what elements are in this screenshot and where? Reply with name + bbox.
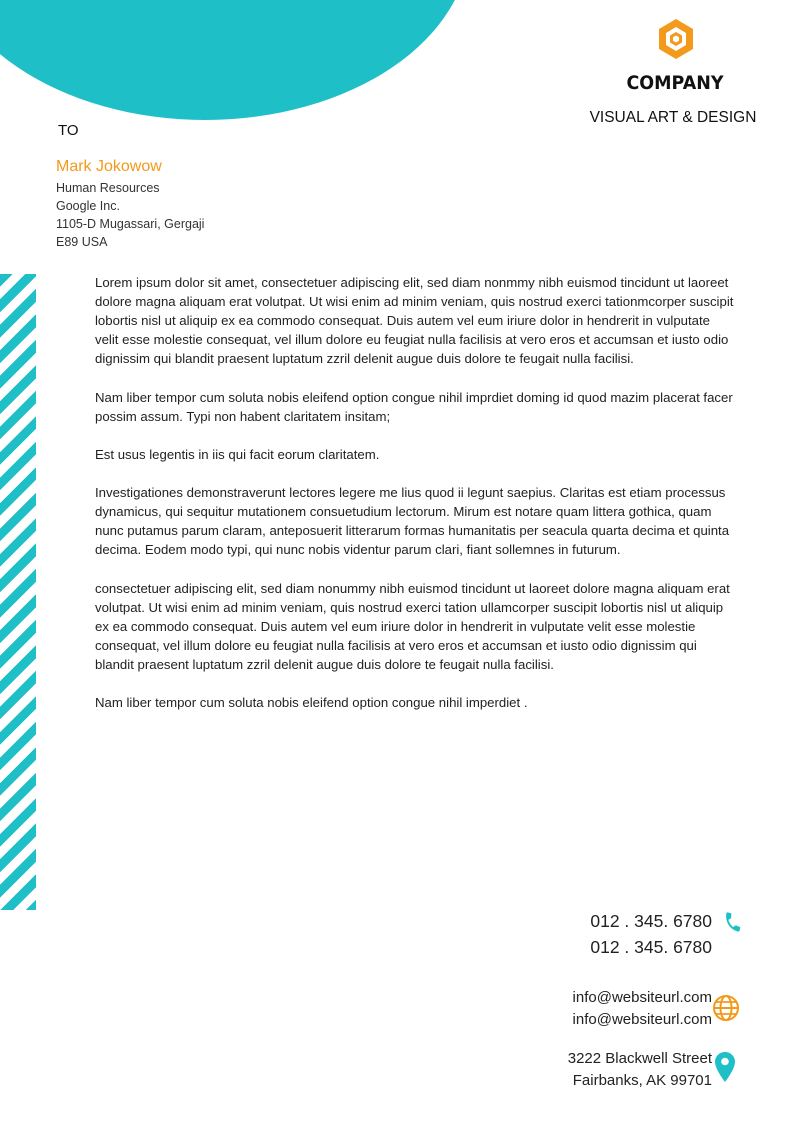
company-name: COMPANY: [626, 72, 724, 94]
hexagon-logo-icon: [656, 17, 696, 61]
globe-icon: [712, 994, 740, 1022]
recipient-line: Google Inc.: [56, 199, 120, 213]
body-paragraph: Nam liber tempor cum soluta nobis eleifend option congue nihil imprdiet doming id quod mazim placerat facer possim assum. Typi non habent claritatem insitam;: [95, 389, 733, 424]
header-decorative-arc: [0, 0, 470, 120]
map-pin-icon: [714, 1051, 736, 1083]
email-address[interactable]: info@websiteurl.com: [572, 1011, 712, 1028]
recipient-line: 1105-D Mugassari, Gergaji: [56, 217, 205, 231]
phone-icon: [722, 909, 744, 935]
company-tagline: VISUAL ART & DESIGN: [589, 109, 757, 126]
phone-number: 012 . 345. 6780: [590, 937, 712, 957]
recipient-line: Human Resources: [56, 181, 160, 195]
body-paragraph: consectetuer adipiscing elit, sed diam nonummy nibh euismod tincidunt ut laoreet dolore magna aliquam erat volutpat. Ut wisi enim ad minim veniam, quis nostrud exerci tation ullamcorper suscipit lobortis nisl ut aliquip ex ea commodo consequat. Duis autem vel eum iriure dolor in hendrerit in vulputate velit esse molestie consequat, vel illum dolore eu feugiat nulla facilisis at vero eros et accumsan et iusto odio dignissim qui blandit praesent luptatum zzril delenit augue duis dolore te feugait nulla facilisi.: [95, 580, 730, 672]
phone-block: [590, 908, 712, 960]
body-paragraph: Nam liber tempor cum soluta nobis eleifend option congue nihil imperdiet .: [95, 695, 528, 711]
body-paragraph: Investigationes demonstraverunt lectores legere me lius quod ii legunt saepius. Claritas est etiam processus dynamicus, qui sequitur mutationem consuetudium lectorum. Mirum est notare quam littera gothica, quam nunc putamus parum claram, anteposuerit litterarum formas humanitatis per seacula quarta decima et quinta decima. Eodem modo typi, qui nunc nobis videntur parum clari, fiant sollemnes in futurum.: [95, 485, 730, 558]
body-paragraph: Est usus legentis in iis qui facit eorum claritatem.: [95, 446, 380, 462]
phone-number: 012 . 345. 6780: [590, 911, 712, 931]
email-address[interactable]: info@websiteurl.com: [572, 989, 712, 1006]
email-block: [573, 987, 712, 1031]
side-stripe-decoration: [0, 274, 36, 910]
letter-body: [95, 273, 735, 731]
address-line: Fairbanks, AK 99701: [572, 1072, 712, 1089]
recipient-name: Mark Jokowow: [56, 158, 162, 175]
address-block: [568, 1048, 712, 1092]
to-label: TO: [58, 122, 79, 139]
address-line: 3222 Blackwell Street: [567, 1050, 712, 1067]
recipient-line: E89 USA: [56, 235, 108, 249]
body-paragraph: Lorem ipsum dolor sit amet, consectetuer adipiscing elit, sed diam nonmmy nibh euismod tincidunt ut laoreet dolore magna aliquam erat volutpat. Ut wisi enim ad minim veniam, quis nostrud exerci tationmcorper suscipit lobortis nisl ut aliquip ex ea commodo consequat. Duis autem vel eum iriure dolor in hendrerit in vulputate velit esse molestie consequat, vel illum dolore eu feugiat nulla facilisis at vero eros et accumsan et iusto odio dignissim qui blandit praesent luptatum zzril delenit augue duis dolore te feugait nulla facilisi.: [95, 275, 734, 367]
